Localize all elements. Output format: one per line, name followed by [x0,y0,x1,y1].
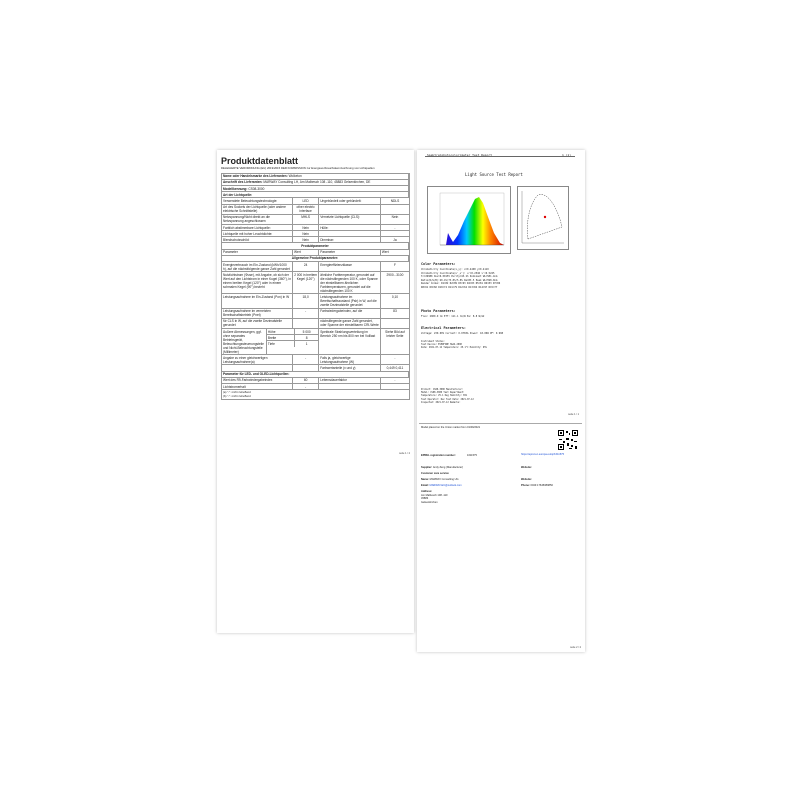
report-title: Light Source Test Report [465,172,523,177]
manufacturer-line: Inspected: 2021-07-12 Remarks: [421,400,461,404]
report-page-number: seite 1 / 1 [568,413,579,416]
equiv-right-value: - [394,355,396,360]
eprel-supplier-value: Andy Zeng (Manufacturer) [432,466,464,469]
light-type-cell: LED [293,198,319,203]
general-param-cell: Nutzlichtstrom (Φuse), mit Angabe, ob sich der Wert auf den Lichtstrom in einer Kugel (360°), in einem breiten Kegel (120°) oder in einem schmalen Kegel (90°) bezieht [222,272,293,293]
eprel-box [419,423,582,510]
instrument-line: Date: 2021-07-12 Temperature: 25.1°C Humidity: 65% [421,346,487,350]
light-type-cell: - [394,225,396,230]
eprel-address-line-1: Am Malbesch 108 -110 [421,494,448,497]
light-type-cell: Nein [293,237,319,242]
light-type-cell: Nein [391,215,399,220]
photo-params-label: Photo Parameters: [421,309,456,313]
general-param-cell: Energieeffizienzklasse [319,262,381,271]
supplier-value: Wolketon [288,174,302,179]
color-param-line: Ratio(R/G/B):20.4%/73.8%/5.8% Ra=83.5 Peak WL=598.0nm [421,278,498,282]
model-label: Modellkennung: [223,186,248,191]
led-param-cell: 60 [293,378,319,383]
supplier-table [221,173,410,401]
general-param-cell: 18,0 [293,294,319,307]
equiv-row [222,355,409,365]
dim-height-label: Höhe [267,329,295,334]
equiv-label: Angabe zu einer gleichwertigen Leistungsaufnahme(a) [222,355,293,364]
dimensions-label: Äußere Abmessungen, ggf. ohne separates Betriebsgerät, Beleuchtungssteuerungsteile und Nicht-Beleuchtungsteile (Millimeter) [222,329,267,354]
general-param-cell: 83 [393,309,397,314]
light-type-cell: Ungebündelt oder gebündelt: [319,198,381,203]
light-type-row [222,205,409,215]
general-param-row [222,294,409,308]
cie-point [544,216,546,218]
led-param-cell: Lebensdauerfaktor [319,378,381,383]
eprel-phone-value: 0049 17645089850 [530,484,553,487]
eprel-customer-label: Customer care service [421,472,449,475]
color-params-label: Color Parameters: [421,262,456,266]
light-type-row [222,215,409,225]
light-type-cell: Lichtquelle mit hoher Leuchtdichte: [222,231,293,236]
general-param-row [222,319,409,329]
general-param-cell: für CLS in W, auf die zweite Dezimalstelle gerundet [222,319,293,328]
eprel-link[interactable]: https://eprel.ec.europa.eu/qr/1611575 [521,453,565,456]
light-type-cell [381,231,409,236]
led-param-cell: Wert des R9-Farbwiedergabeindex [222,378,293,383]
equiv-right-label: Falls ja, gleichwertige Leistungsaufnahme (W) [319,355,381,364]
light-type-cell [319,205,381,214]
eprel-email [421,484,462,487]
light-type-cell: Farblich abstimmbare Lichtquelle: [222,225,293,230]
spectrum-chart [427,186,511,254]
photo-params-block [421,315,581,319]
cie-chart [517,186,569,250]
general-param-cell: - [293,309,319,318]
led-param-rows [222,378,409,390]
instrument-line: Instrument Status: [421,340,445,343]
general-param-cell: F [393,262,396,267]
eprel-supplier-label: Supplier: [421,466,433,469]
param-header-1: Parameter [222,250,293,255]
dim-width-label: Breite [267,335,295,340]
model-value: CS08-3000 [248,186,265,191]
elec-params-label: Electrical Parameters: [421,326,466,330]
eprel-website2-label: Website: [521,478,532,481]
general-param-cell: Energieverbrauch im Ein-Zustand (kWh/1000 h), auf die nächstfolgende ganze Zahl gerundet [222,262,293,271]
dim-depth-value: 1 [305,341,308,346]
led-param-cell: - [394,378,396,383]
light-type-rows [222,198,409,243]
light-type-cell: MHLS [293,215,319,224]
product-params-label: Produktparameter [222,243,409,248]
dim-width-value: 8 [305,335,308,340]
param-header-2: Wert [293,250,319,255]
light-type-cell: Nein [293,225,319,230]
eprel-name-value: MARWAY Consulting UG [429,478,459,481]
footnote-a: (a) "-": nicht zutreffend [223,390,251,395]
photo-param-line: Flux: 2000.0 lm Eff: 111.1 lm/W Ee: 8.8 W/m2 [421,315,485,318]
report-header-left: Spektralphotocolorimeter Test Report [427,153,493,157]
dimensions-row [222,329,409,355]
general-param-rows [222,262,409,329]
light-type-cell: NDLS [390,198,400,203]
color-param-line: R8=61 R9=60 R10=74 R11=79 R12=62 R13=84 R14=97 R15=77 [421,285,498,289]
eprel-reg-value: 1611575 [467,454,477,457]
general-param-cell: Farbwiedergabeindex, auf die [319,309,381,318]
eprel-address-label: Address: [421,490,433,493]
light-type-cell: other electric interface [293,205,319,214]
address-value: MARWAY Consulting LH, Am Malbesch 108 -110, 45883 Gelsenkirchen, DE [263,180,371,185]
color-param-line: Render Index: R1=82 R2=89 R3=93 R4=83 R5=81 R6=83 R7=86 [421,282,501,286]
eprel-address-line-3: Gelsenkirchen [421,500,438,504]
eprel-phone [521,484,553,487]
product-datasheet-page [217,150,414,633]
light-type-cell: Verwendete Beleuchtungstechnologie: [222,198,293,203]
general-param-cell: Leistungsaufnahme im vernetzten Bereitschaftsbetrieb (Pnet) [222,309,293,318]
test-report-page [417,150,585,652]
color-param-line: Chromaticity Coordinate(u',v'): u'=0.2546 v'=0.5245 [421,271,495,275]
elec-param-line: Voltage: 230.00V Current: 0.0783A Power: 18.00W PF: 0.998 [421,332,504,335]
light-type-cell: Blendschutzschild: [222,237,293,242]
eprel-qr-code[interactable] [557,429,579,451]
dim-depth-label: Tiefe [267,341,295,346]
eprel-email-value[interactable]: MARWAY-EC@outlook.com [429,484,462,487]
address-label: Anschrift des Lieferanten: [223,180,263,185]
light-type-cell: Nein [293,231,319,236]
color-param-line: Chromaticity Coordinate(x,y): x=0.4490 y=0.4110 [421,268,489,271]
color-param-line: Tc=2998K Duv=0.00155 Purity=43.2% Dominant WL=581.4nm [421,275,498,279]
footnotes [222,390,409,399]
manufacturer-line: Product: CS08-3000 Manufacturer: [421,388,464,391]
eprel-email-label: Email: [421,484,429,487]
spectrum-curve [442,197,504,245]
instrument-block [421,340,581,350]
supplier-label: Name oder Handelsmarke des Lieferanten: [223,174,288,179]
general-param-cell: 2 000 in breitem Kegel (120°) [293,272,319,293]
general-param-cell: 0,10 [391,295,399,299]
page-mark-a: seite 1 / 2 [399,452,410,455]
light-type-cell: Ja [393,237,397,242]
param-header-3: Parameter [319,250,381,255]
param-header-4: Wert [381,250,389,255]
general-params-label: Allgemeine Produktparameter: [222,256,409,261]
datasheet-title: Produktdatenblatt [221,156,299,166]
eprel-name [421,478,459,481]
general-param-row [222,309,409,319]
manufacturer-line: Test Operator: Rec Test Date: 2021-07-12 [421,397,474,401]
light-type-cell [319,231,381,236]
equiv-value: - [293,355,319,364]
led-param-cell [381,384,409,389]
eprel-phone-label: Phone: [521,484,530,487]
light-type-cell: Hülle: [319,225,381,230]
general-param-row [222,262,409,272]
led-param-cell: Lichtstromerhalt [222,384,293,389]
general-param-cell: Leistungsaufnahme im Bereitschaftszustand (Psb) in W, auf die zweite Dezimalstelle gerundet [319,294,381,307]
cie-svg [518,187,568,249]
elec-params-block [421,332,581,336]
led-param-cell [319,384,381,389]
dim-height-value: 5 000 [302,329,311,334]
regulation-text: DELEGIERTE VERORDNUNG (EU) 2019/2015 DER KOMMISSION zur Energieverbrauchskennzeichnung von Lichtquellen [221,166,375,170]
light-type-cell: Dimmbar: [319,237,381,242]
eprel-note: Model placed on the Union market from 01/09/2021 [421,426,481,429]
color-params-block [421,268,581,290]
led-param-cell: - [293,384,319,389]
eprel-reg-label: EPREL registration number: [421,454,456,457]
general-param-cell: nächstliegende ganze Zahl gerundet, oder Spanne der einstellbaren CRI-Werte [319,319,381,328]
eprel-address [421,494,447,504]
manufacturer-line: Model: CS08-3000 Test Department: [421,391,465,395]
spectral-label: Spektrale Strahlungsverteilung im Bereich 250 nm bis 800 nm bei Volllast [319,329,381,354]
light-type-cell [381,205,409,214]
chroma-value: 0,449 0,411 [386,365,404,370]
general-param-cell: ähnliche Farbtemperatur, gerundet auf die nächstliegenden 100 K, oder Spanne der einstellbaren ähnlichen Farbtemperaturen, gerundet auf die nächstliegenden 100 K [319,272,381,293]
spectrum-svg [428,187,510,253]
light-type-cell: Netzspannung/Nicht direkt an die Netzspannung angeschlossen [222,215,293,224]
general-param-cell: 2900...3100 [386,272,404,277]
spectral-value: Siehe Bild auf letzter Seite [385,329,405,338]
dimensions-values [267,329,319,354]
instrument-line: Test Device: EVERFINE HAAS-2000 [421,343,462,347]
eprel-address-line-2: 45883 [421,497,429,501]
led-params-label: Parameter für LED- und OLED-Lichtquellen: [222,372,409,377]
general-param-cell [293,319,319,328]
eprel-website-label: Website: [521,466,532,469]
manufacturer-line: Temperature: 25.1 Deg Humidity: 65% [421,394,468,398]
eprel-name-label: Name: [421,478,429,481]
eprel-supplier [421,466,463,469]
footnote-b: (b) "-": nicht zutreffend [223,393,251,398]
general-param-cell: Leistungsaufnahme im Ein-Zustand (Pon) in W [222,294,293,307]
page-mark-b: seite 2 / 2 [570,646,581,649]
light-type-cell: Vernetzte Lichtquelle (CLS): [319,215,381,224]
general-param-cell: 24 [293,262,319,271]
manufacturer-block [421,388,581,404]
report-header-right: 1 (1) [561,153,571,157]
general-param-cell [381,319,409,328]
general-param-row [222,272,409,294]
chroma-label: Farbwertanteile (x und y) [319,365,381,370]
light-type-label: Art der Lichtquelle: [222,192,409,197]
light-type-cell: Art des Sockels der Lichtquelle (oder andere elektrische Schnittstelle) [222,205,293,214]
